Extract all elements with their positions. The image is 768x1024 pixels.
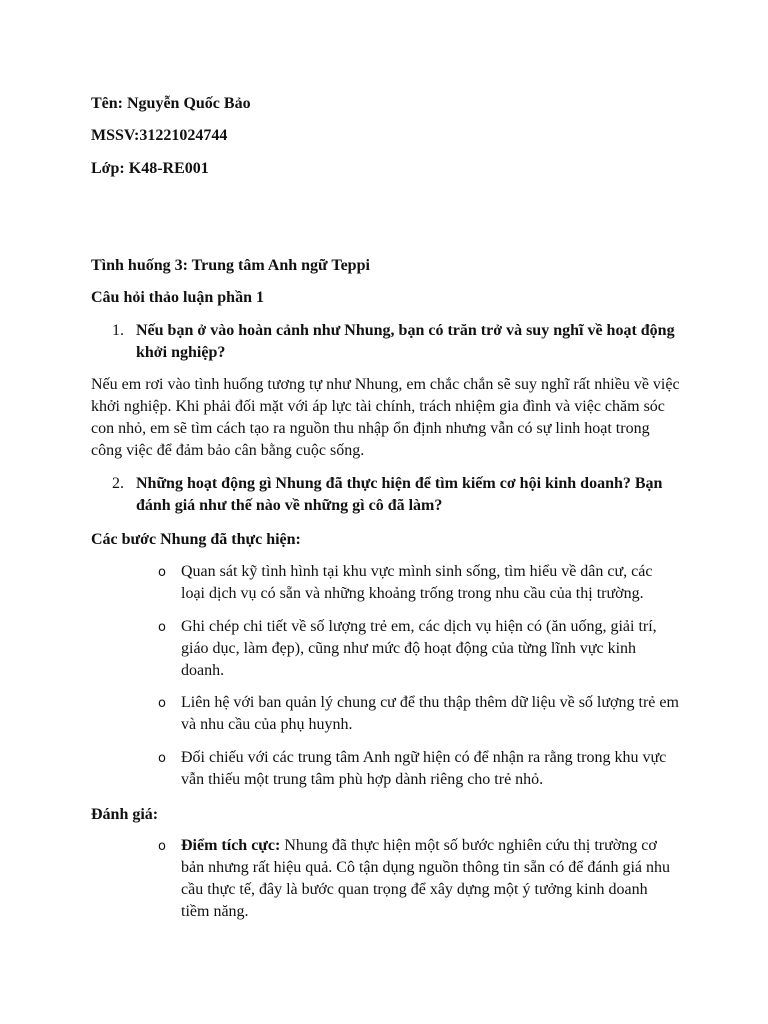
section-title: Câu hỏi thảo luận phần 1 <box>91 289 264 306</box>
bullet-marker: o <box>158 565 166 580</box>
case-title: Tình huống 3: Trung tâm Anh ngữ Teppi <box>91 257 370 274</box>
step-text: Liên hệ với ban quản lý chung cư để thu thập thêm dữ liệu về số lượng trẻ em và nhu cầu của phụ huynh. <box>181 694 679 733</box>
evaluation-item <box>158 835 680 923</box>
bullet-marker: o <box>158 751 166 766</box>
student-name: Tên: Nguyễn Quốc Bảo <box>91 95 251 112</box>
evaluation-body: Nhung đã thực hiện một số bước nghiên cứu thị trường cơ bản nhưng rất hiệu quả. Cô tận dụng nguồn thông tin sẵn có để đánh giá nhu cầu thực tế, đây là bước quan trọng để xây dựng một ý tưởng kinh doanh tiềm năng. <box>181 837 671 920</box>
question-1 <box>112 320 682 364</box>
question-2 <box>112 473 682 517</box>
step-item <box>158 616 680 682</box>
evaluation-text <box>181 835 680 923</box>
question-number: 1. <box>112 322 124 339</box>
student-class: Lớp: K48-RE001 <box>91 160 209 177</box>
step-item <box>158 561 680 605</box>
student-id: MSSV:31221024744 <box>91 127 228 144</box>
question-text: Những hoạt động gì Nhung đã thực hiện để tìm kiếm cơ hội kinh doanh? Bạn đánh giá như thế nào về những gì cô đã làm? <box>136 475 663 514</box>
answer-paragraph-1: Nếu em rơi vào tình huống tương tự như Nhung, em chắc chắn sẽ suy nghĩ rất nhiều về việc khởi nghiệp. Khi phải đối mặt với áp lực tài chính, trách nhiệm gia đình và việc chăm sóc con nhỏ, em sẽ tìm cách tạo ra nguồn thu nhập ổn định nhưng vẫn có sự linh hoạt trong công việc để đảm bảo cân bằng cuộc sống. <box>91 376 680 459</box>
step-text: Quan sát kỹ tình hình tại khu vực mình sinh sống, tìm hiểu về dân cư, các loại dịch vụ có sẵn và những khoảng trống trong nhu cầu của thị trường. <box>181 563 653 602</box>
step-text: Đối chiếu với các trung tâm Anh ngữ hiện có để nhận ra rằng trong khu vực vẫn thiếu một trung tâm phù hợp dành riêng cho trẻ nhỏ. <box>181 749 667 788</box>
step-item <box>158 747 680 791</box>
bullet-marker: o <box>158 620 166 635</box>
evaluation-lead: Điểm tích cực: <box>181 837 281 854</box>
bullet-marker: o <box>158 839 166 854</box>
steps-heading: Các bước Nhung đã thực hiện: <box>91 531 301 548</box>
step-text: Ghi chép chi tiết về số lượng trẻ em, các dịch vụ hiện có (ăn uống, giải trí, giáo dục, làm đẹp), cũng như mức độ hoạt động của từng lĩnh vực kinh doanh. <box>181 618 657 679</box>
question-number: 2. <box>112 475 124 492</box>
bullet-marker: o <box>158 696 166 711</box>
question-text: Nếu bạn ở vào hoàn cảnh như Nhung, bạn có trăn trở và suy nghĩ về hoạt động khởi nghiệp? <box>136 322 675 361</box>
evaluation-heading: Đánh giá: <box>91 806 159 823</box>
step-item <box>158 692 680 736</box>
